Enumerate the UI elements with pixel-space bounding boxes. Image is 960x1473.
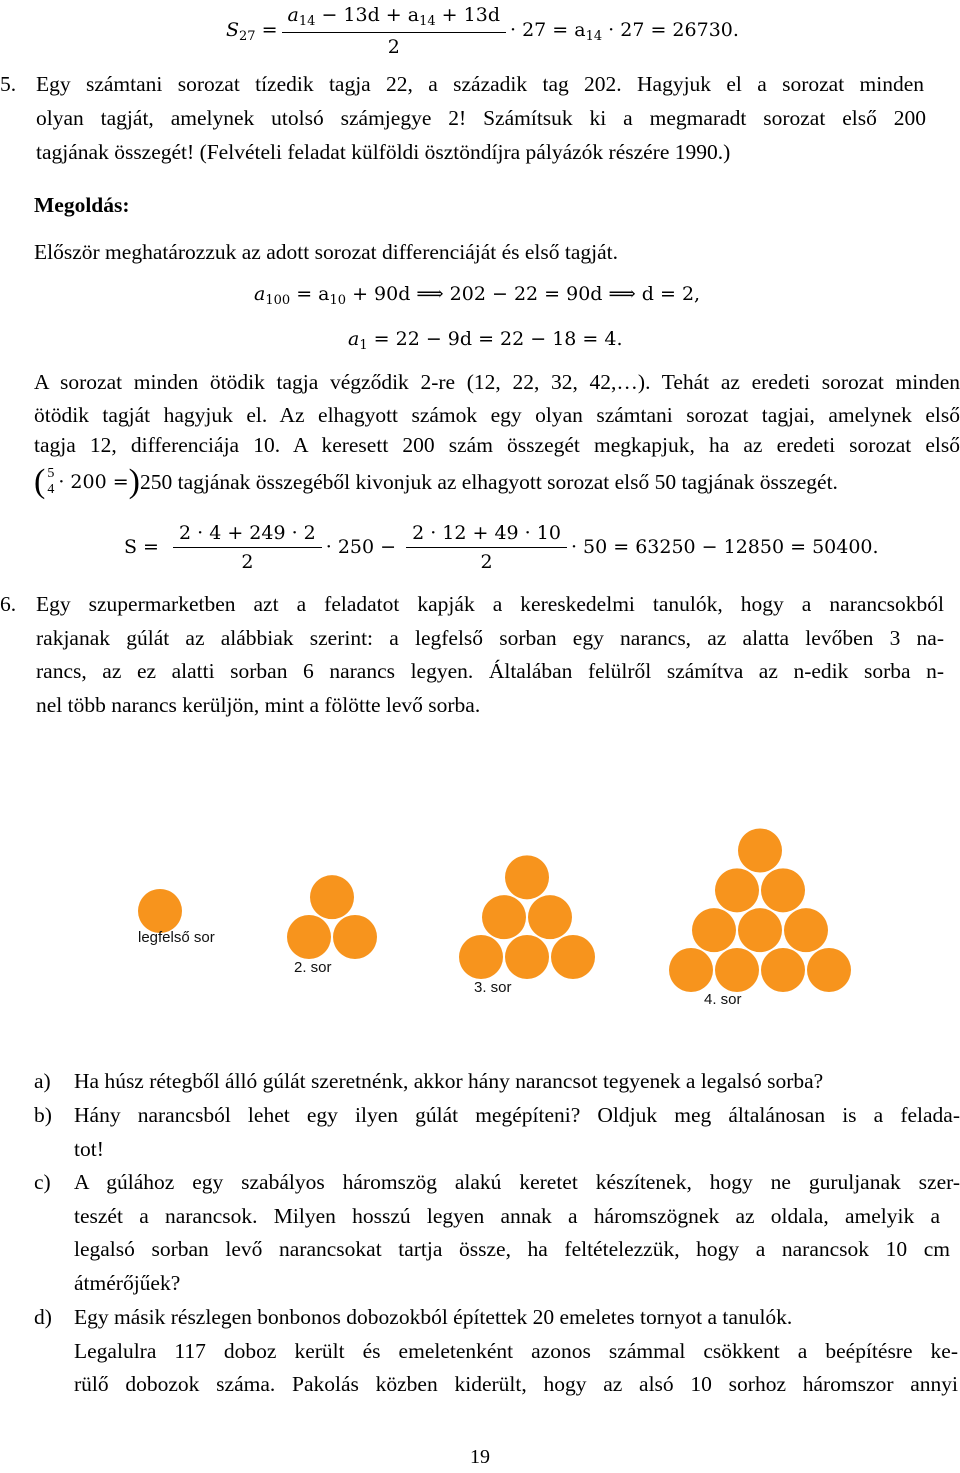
paragraph-line: tagja 12, differenciája 10. A keresett 200 szám összegét megkapjuk, ha az eredeti sorozat első — [34, 433, 960, 457]
question-line: A gúlához egy szabályos háromszög alakú keretet készítenek, hogy ne guruljanak szer- — [74, 1170, 960, 1194]
orange-pyramid-2 — [287, 875, 377, 959]
sum-fraction-1: $\frac{2 \cdot 4 + 249 \cdot 2}{2}$ — [173, 522, 322, 573]
question-letter: a) — [34, 1069, 51, 1093]
orange — [459, 935, 503, 979]
orange — [528, 895, 572, 939]
orange — [482, 895, 526, 939]
orange-pyramid-figure — [92, 747, 882, 1039]
page-number: 19 — [470, 1446, 490, 1468]
orange — [807, 948, 851, 992]
orange — [310, 875, 354, 919]
paragraph-line: A sorozat minden ötödik tagja végződik 2-re (12, 22, 32, 42,…). Tehát az eredeti sorozat minden — [34, 370, 960, 394]
orange — [761, 868, 805, 912]
equation-1: $a_{100} = a_{10} + 90d$ ⟹ 202 − 22 = 90d ⟹ d = 2, — [254, 283, 701, 308]
orange — [333, 915, 377, 959]
orange — [738, 908, 782, 952]
paragraph-line-last: ( 5 4 · 200 = ) 250 tagjának összegéből kivonjuk az elhagyott sorozat első 50 tagjának összegét. — [34, 463, 838, 500]
orange-pyramid-1 — [138, 889, 182, 933]
five-quarters-fraction: 5 4 — [47, 466, 55, 497]
question-line: Ha húsz rétegből álló gúlát szeretnénk, akkor hány narancsot tegyenek a legalsó sorba? — [74, 1069, 824, 1093]
problem-text-line: olyan tagját, amelynek utolsó számjegye 2! Számítsuk ki a megmaradt sorozat első 200 — [36, 106, 926, 130]
question-line: teszét a narancsok. Milyen hosszú legyen annak a háromszögnek az oldala, amelyik a — [74, 1204, 940, 1228]
formula-rhs: · $27 = a_{14} \cdot 27 = 26730$. — [509, 18, 739, 44]
solution-intro: Először meghatározzuk az adott sorozat differenciáját és első tagját. — [34, 240, 619, 264]
label-row-2: 2. sor — [294, 959, 332, 976]
label-row-3: 3. sor — [474, 979, 512, 996]
sum-formula: S = $\frac{2 \cdot 4 + 249 \cdot 2}{2}$ · 250 − $\frac{2 \cdot 12 + 49 \cdot 10}{2}$ · 50 = 63250 − 12850 = 50400. — [124, 521, 879, 573]
top-formula — [226, 0, 739, 62]
question-line: átmérőjűek? — [74, 1271, 181, 1295]
formula-lhs: $S_{27}$ = — [226, 18, 278, 44]
question-line: Hány narancsból lehet egy ilyen gúlát megépíteni? Oldjuk meg általánosan is a felada- — [74, 1103, 960, 1127]
solution-heading: Megoldás: — [34, 193, 130, 217]
problem-text-line: nel több narancs kerüljön, mint a fölötte levő sorba. — [36, 693, 481, 717]
label-row-4: 4. sor — [704, 991, 742, 1008]
orange-pyramid-4 — [669, 828, 851, 992]
orange — [715, 868, 759, 912]
orange — [669, 948, 713, 992]
question-line: rülő dobozok száma. Pakolás közben kiderült, hogy az alsó 10 sorhoz háromszor annyi — [74, 1372, 958, 1396]
question-letter: c) — [34, 1170, 51, 1194]
orange — [287, 915, 331, 959]
problem-text-line: Egy számtani sorozat tízedik tagja 22, a századik tag 202. Hagyjuk el a sorozat minden — [36, 72, 924, 96]
sum-fraction-2: $\frac{2 \cdot 12 + 49 \cdot 10}{2}$ — [406, 522, 567, 573]
question-letter: d) — [34, 1305, 52, 1329]
orange — [738, 828, 782, 872]
paragraph-line: ötödik tagját hagyjuk el. Az elhagyott számok egy olyan számtani sorozat tagjai, amelynek első — [34, 403, 960, 427]
orange — [551, 935, 595, 979]
problem-number: 5. — [0, 72, 17, 96]
problem-text-line: tagjának összegét! (Felvételi feladat külföldi ösztöndíjra pályázók részére 1990.) — [36, 140, 731, 164]
equation-2: $a_1 = 22 - 9d = 22 - 18 = 4$. — [348, 328, 623, 353]
orange — [761, 948, 805, 992]
orange — [692, 908, 736, 952]
question-line: tot! — [74, 1137, 104, 1161]
problem-text-line: Egy szupermarketben azt a feladatot kapják a kereskedelmi tanulók, hogy a narancsokból — [36, 592, 944, 616]
question-letter: b) — [34, 1103, 52, 1127]
label-top-row: legfelső sor — [138, 929, 215, 946]
question-line: legalsó sorban levő narancsokat tartja össze, ha feltételezzük, hogy a narancsok 10 cm — [74, 1237, 950, 1261]
question-line: Egy másik részlegen bonbonos dobozokból építettek 20 emeletes tornyot a tanulók. — [74, 1305, 793, 1329]
problem-text-line: rancs, az ez alatti sorban 6 narancs legyen. Általában felülről számítva az n-edik sorba n- — [36, 659, 944, 683]
formula-fraction: $\frac{a_{14} - 13d + a_{14} + 13d}{2}$ — [282, 4, 506, 58]
problem-number: 6. — [0, 592, 17, 616]
orange — [505, 855, 549, 899]
orange — [715, 948, 759, 992]
question-line: Legalulra 117 doboz került és emeletenként azonos számmal csökkent a beépítésre ke- — [74, 1339, 958, 1363]
orange-pyramid-3 — [459, 855, 595, 979]
problem-text-line: rakjanak gúlát az alábbiak szerint: a legfelső sorban egy narancs, az alatta levőben 3 na- — [36, 626, 944, 650]
orange — [784, 908, 828, 952]
orange — [138, 889, 182, 933]
orange — [505, 935, 549, 979]
